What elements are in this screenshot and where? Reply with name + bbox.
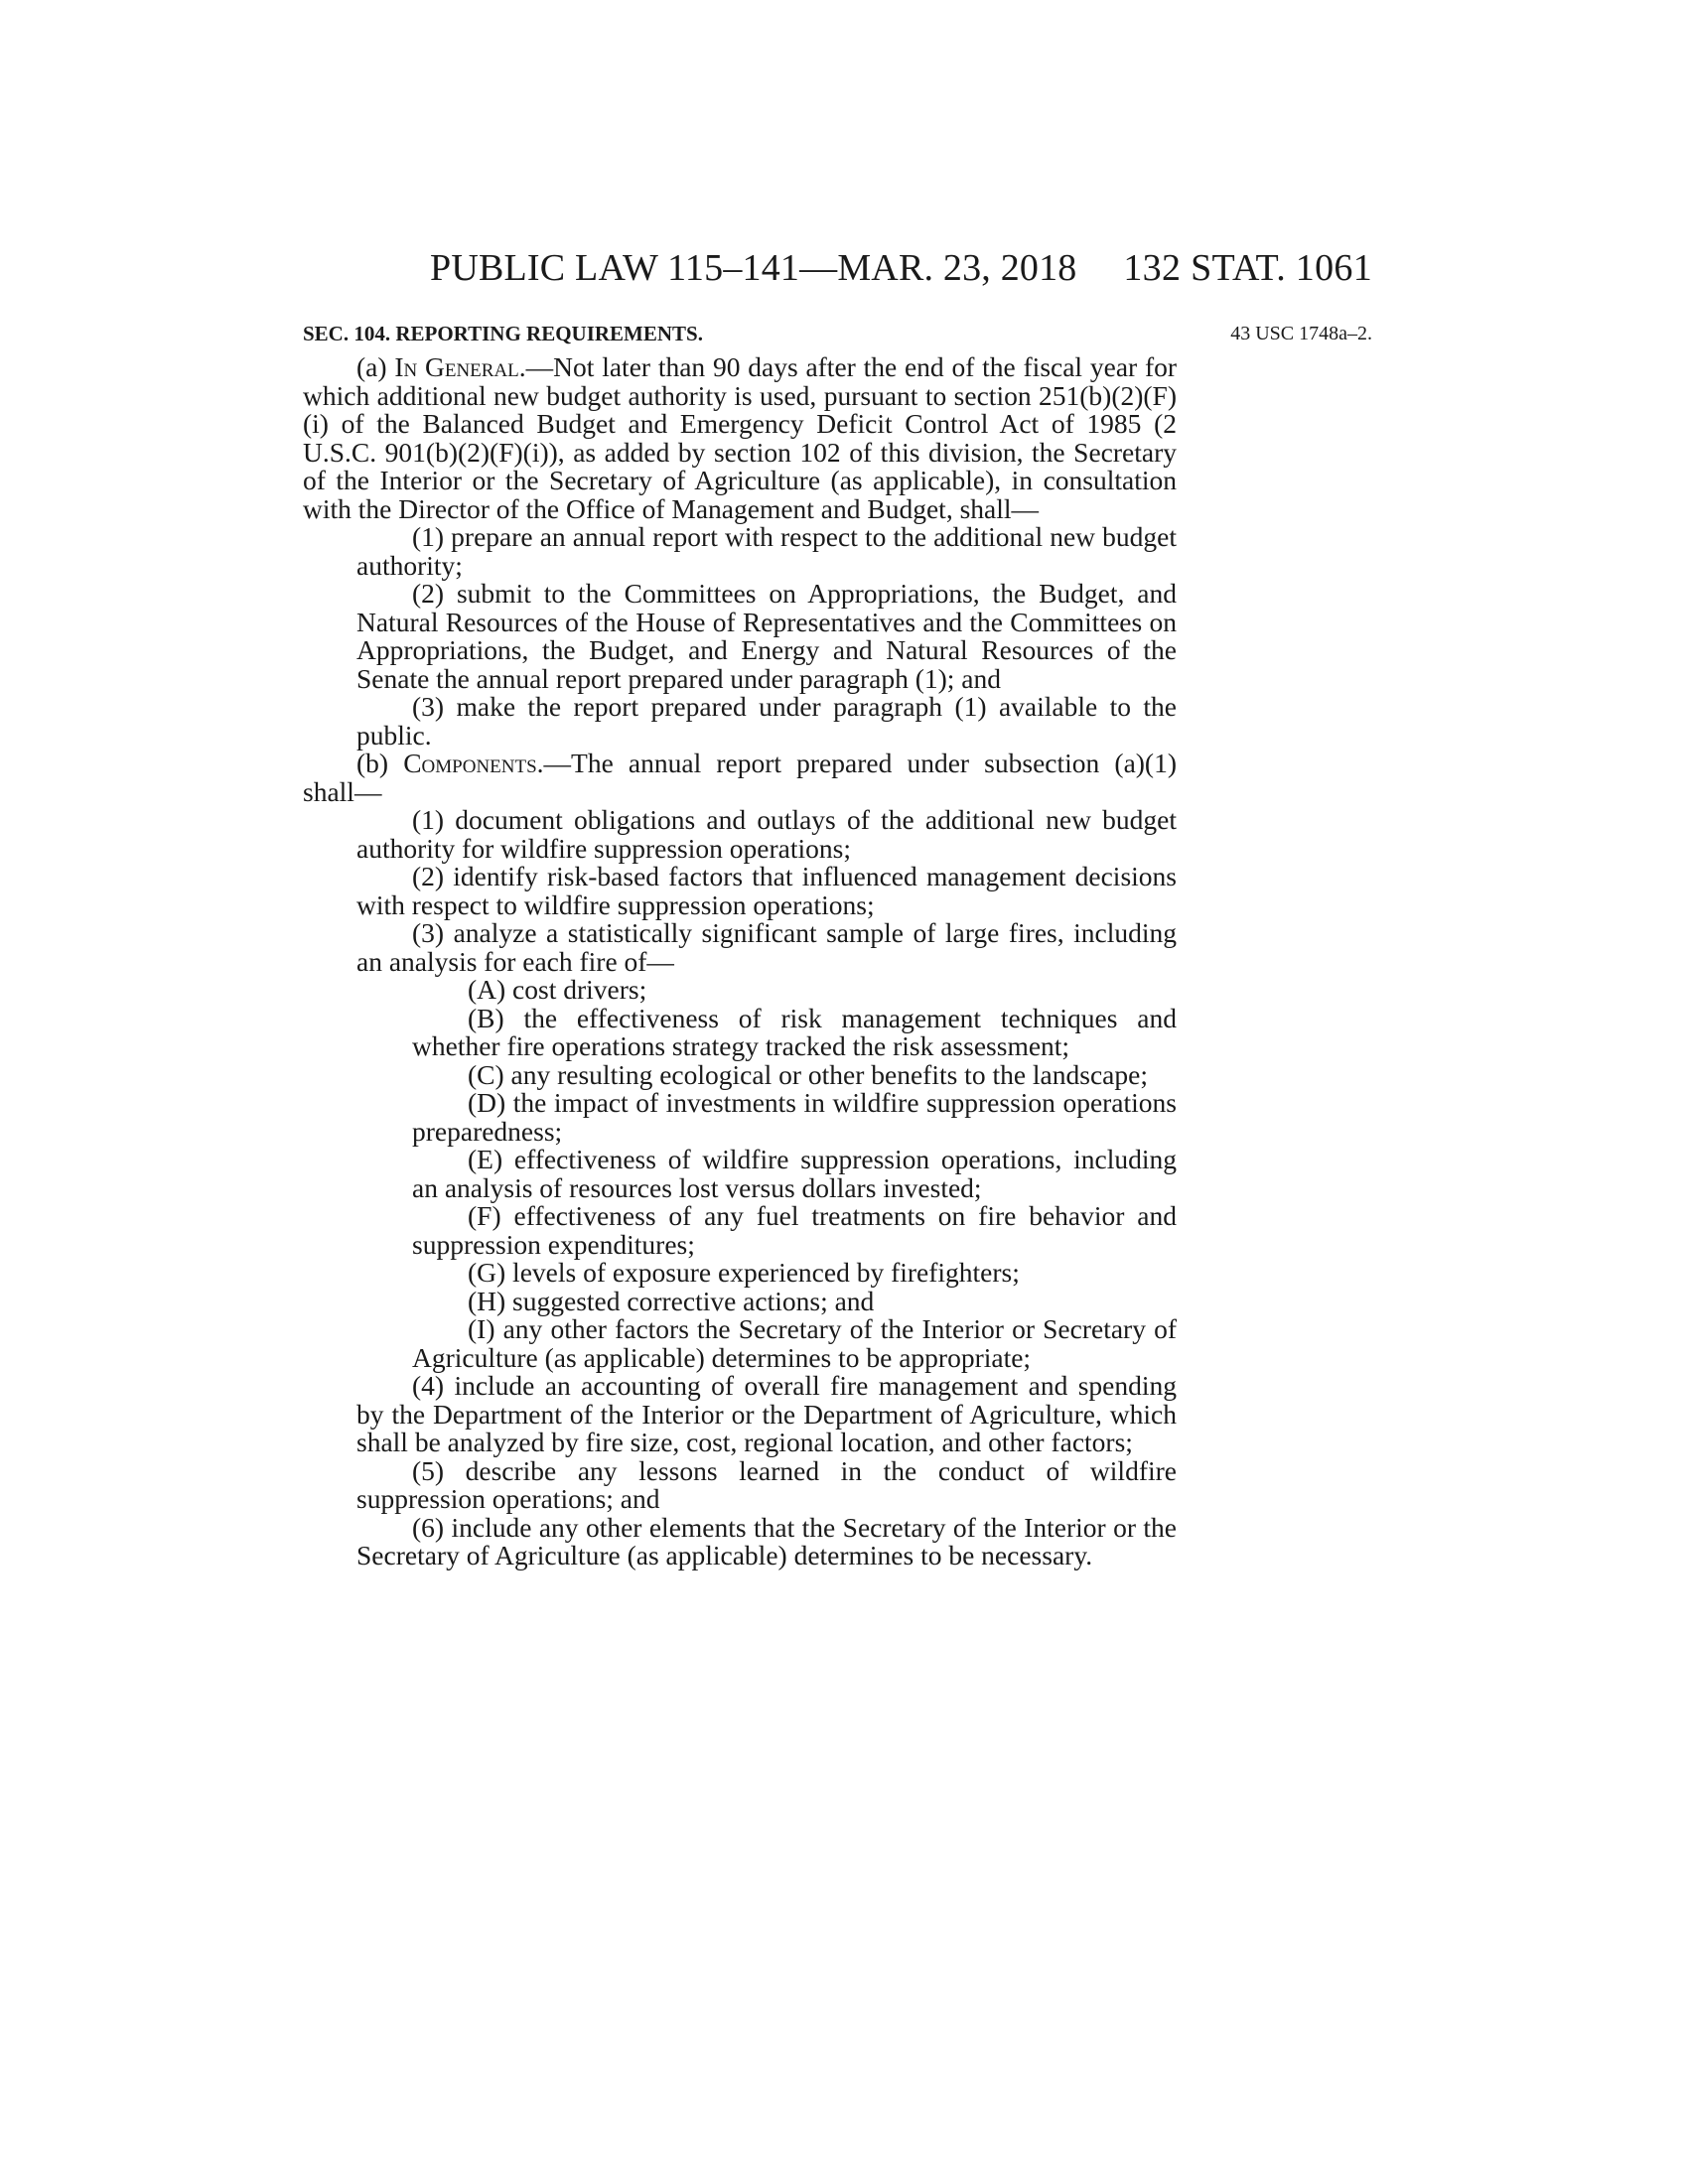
subsection-b-text: .—The annual report prepared under subsection (a)(1) shall— [303, 748, 1177, 807]
subparagraph-I: (I) any other factors the Secretary of the Interior or Secretary of Agriculture (as applicable) determines to be appropriate; [412, 1313, 1177, 1373]
paragraph-b-5: (5) describe any lessons learned in the conduct of wildfire suppression operations; and [356, 1454, 1177, 1514]
paragraph-b-3: (3) analyze a statistically significant sample of large fires, including an analysis for each fire of— [356, 917, 1177, 977]
page-stat-number: 132 STAT. 1061 [1123, 247, 1372, 289]
subsection-a-label: (a) [356, 351, 387, 382]
subparagraph-D: (D) the impact of investments in wildfire suppression operations preparedness; [412, 1087, 1177, 1147]
subsection-a-text: .—Not later than 90 days after the end of the fiscal year for which additional new budget authority is used, pursuant to section 251(b)(2)(F)(i) of the Balanced Budget and Emergency Deficit Control Act of 1985 (2 U.S.C. 901(b)(2)(F)(i)), as added by section 102 of this division, the Secretary of the Interior or the Secretary of Agriculture (as applicable), in consultation with the Director of the Office of Management and Budget, shall— [303, 351, 1178, 524]
subparagraph-E: (E) effectiveness of wildfire suppression operations, including an analysis of resources lost versus dollars invested; [412, 1144, 1177, 1203]
section-body [303, 353, 1177, 1570]
paragraph-a-2: (2) submit to the Committees on Appropriations, the Budget, and Natural Resources of the House of Representatives and the Committees on Appropriations, the Budget, and Energy and Natural Resources of the Senate the annual report prepared under paragraph (1); and [356, 578, 1177, 694]
paragraph-b-4: (4) include an accounting of overall fire management and spending by the Department of the Interior or the Department of Agriculture, which shall be analyzed by fire size, cost, regional location, and other factors; [356, 1370, 1177, 1457]
running-head: PUBLIC LAW 115–141—MAR. 23, 2018 [430, 247, 1077, 289]
subparagraph-G: (G) levels of exposure experienced by firefighters; [468, 1257, 1020, 1288]
subsection-b [303, 750, 1177, 806]
subparagraph-H: (H) suggested corrective actions; and [468, 1285, 875, 1316]
paragraph-a-1: (1) prepare an annual report with respect to the additional new budget authority; [356, 521, 1177, 581]
subparagraph-B: (B) the effectiveness of risk management techniques and whether fire operations strategy tracked the risk assessment; [412, 1002, 1177, 1061]
section-heading: SEC. 104. REPORTING REQUIREMENTS. [303, 322, 703, 345]
subparagraph-A: (A) cost drivers; [468, 974, 647, 1005]
subsection-b-label: (b) [356, 748, 389, 778]
subparagraph-C: (C) any resulting ecological or other benefits to the landscape; [468, 1058, 1148, 1090]
paragraph-b-2: (2) identify risk-based factors that influenced management decisions with respect to wildfire suppression operations; [356, 861, 1177, 920]
subsection-a-caption: In General [394, 351, 519, 382]
subsection-a [303, 353, 1177, 523]
paragraph-b-6: (6) include any other elements that the Secretary of the Interior or the Secretary of Agriculture (as applicable) determines to be necessary. [356, 1511, 1177, 1570]
subsection-b-caption: Components [403, 748, 537, 778]
margin-citation: 43 USC 1748a–2. [1230, 323, 1372, 344]
paragraph-b-1: (1) document obligations and outlays of the additional new budget authority for wildfire suppression operations; [356, 804, 1177, 864]
paragraph-a-3: (3) make the report prepared under paragraph (1) available to the public. [356, 691, 1177, 751]
subparagraph-F: (F) effectiveness of any fuel treatments on fire behavior and suppression expenditures; [412, 1200, 1177, 1260]
